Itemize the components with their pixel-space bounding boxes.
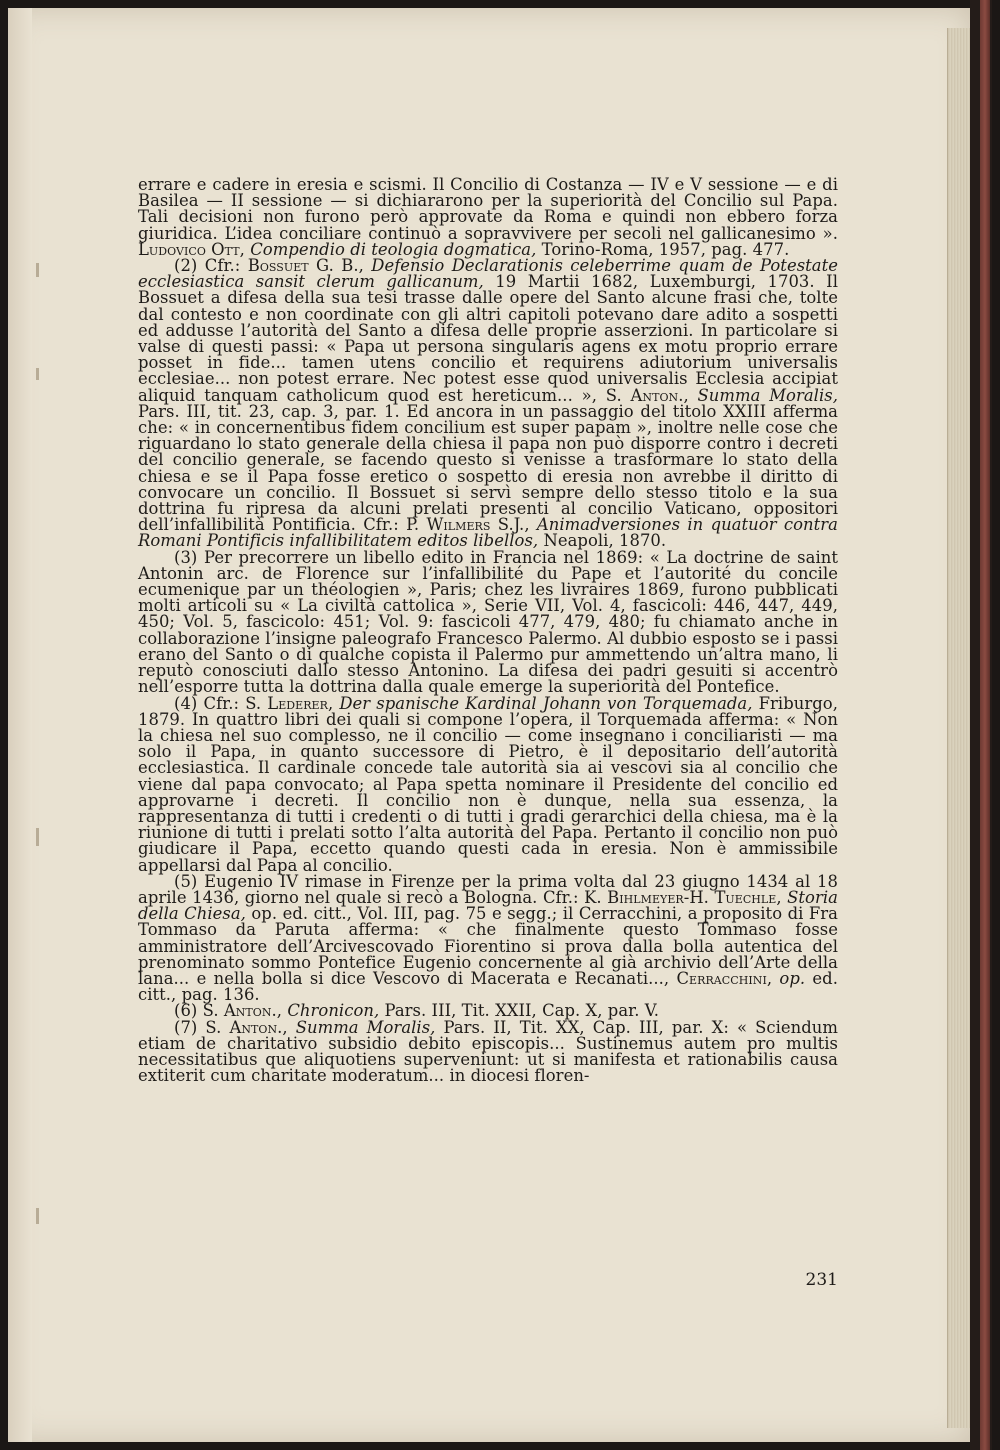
footnote-text-run: errare e cadere in eresia e scismi. Il Concilio di Costanza — IV e V sessione — e di Basilea — II sessione — si dichiararono per la superiorità del Concilio sul Papa. Tali decisioni non furono però approvate da Roma e quindi non ebbero forza giuridica. L’idea conciliare continuò a sopravvivere per secoli nel gallicanesimo ».: [138, 175, 838, 243]
margin-mark: [36, 828, 39, 846]
footnote-text-run: ,: [766, 968, 780, 988]
work-title: Animadversiones in quatuor contra Romani Pontificis infallibilitatem editos libellos,: [138, 515, 838, 551]
book-cover-edge: [970, 0, 992, 1450]
work-title: Chronicon,: [287, 1001, 380, 1021]
footnote-text-run: ,: [327, 693, 340, 713]
author-name: K. Bihlmeyer-H. Tuechle: [584, 887, 777, 907]
author-name: Anton.: [223, 1001, 277, 1021]
footnote-7: [138, 1017, 839, 1086]
binding-gutter: [8, 8, 32, 1442]
footnote-text-run: (6) S.: [174, 1001, 224, 1021]
work-title: Der spanische Kardinal Johann von Torquemada,: [339, 693, 753, 713]
footnote-text-run: (7) S.: [174, 1017, 230, 1037]
footnote-text-run: Friburgo, 1879. In quattro libri dei quali si compone l’opera, il Torquemada afferma: « Non la chiesa nel suo complesso, ne il concilio — come insegnano i conciliaristi — ma solo il Papa, in quanto successore di Pietro, è il depositario dell’autorità ecclesiastica. Il cardinale concede tale autorità sia ai vescovi sia al concilio che viene dal papa convocato; al Papa spetta nominare il Presidente del concilio ed approvarne i decreti. Il concilio non è dunque, nella sua essenza, la rappresentanza di tutti i credenti o di tutti i gradi gerarchici della chiesa, ma è la riunione di tutti i prelati sotto l’alta autorità del Papa. Pertanto il concilio non può giudicare il Papa, eccetto quando questi cada in eresia. Non è ammissibile appellarsi dal Papa al concilio.: [138, 693, 838, 875]
footnote-text-run: op. ed. citt., Vol. III, pag. 75 e segg.; il Cerracchini, a proposito di Fra Tommaso da Paruta afferma: « che finalmente questo Tommaso fosse amministratore dell’Arcivescovado Fiorentino si prova dalla bolla autentica del prenominato sommo Pontefice Eugenio concernente al già archivio dell’Arte della lana... e nella bolla si dice Vescovo di Macerata e Recanati...,: [138, 904, 838, 988]
footnote-text-run: ,: [776, 887, 788, 907]
author-name: Cerracchini: [676, 968, 767, 988]
work-title: op.: [779, 968, 806, 988]
footnote-text-run: ,: [282, 1017, 296, 1037]
author-name: Bossuet: [247, 256, 309, 276]
footnote-continuation: [138, 177, 838, 258]
footnote-text-run: G. B.,: [308, 256, 372, 276]
work-title: Summa Moralis,: [697, 385, 838, 405]
footnote-text-run: Torino-Roma, 1957, pag. 477.: [536, 239, 790, 259]
footnote-text-run: Pars. III, tit. 23, cap. 3, par. 1. Ed ancora in un passaggio del titolo XXIII afferma che: « in concernentibus fidem concilium est super papam », inoltre nelle cose che riguardano lo stato generale della chiesa il papa non può disporre contro i decreti del concilio generale, se facendo questo si venisse a trasformare lo stato della chiesa e se il Papa fosse eretico o sospetto di eresia non avrebbe il diritto di convocare un concilio. Il Bossuet si servì sempre dello stesso titolo e la sua dottrina fu ripresa da alcuni prelati presenti al concilio Vaticano, oppositori dell’infallibilità Pontificia. Cfr.: P.: [138, 401, 838, 535]
work-title: Compendio di teologia dogmatica,: [250, 239, 537, 259]
author-name: Ludovico Ott: [138, 239, 240, 259]
footnote-text-run: (4) Cfr.: S.: [174, 693, 268, 713]
footnote-text-run: Pars. II, Tit. XX, Cap. III, par. X: « Sciendum etiam de charitativo subsidio debito episcopis... Sustinemus autem pro multis necessitatibus que aliquotiens superveniunt: ut si manifesta et rationabilis causa extiterit cum charitate moderatum... in diocesi floren-: [138, 1017, 839, 1086]
footnote-5: [138, 871, 838, 1005]
work-title: Summa Moralis,: [295, 1017, 436, 1037]
margin-mark: [36, 263, 39, 277]
footnote-text-run: ,: [683, 385, 698, 405]
footnote-4: [138, 693, 838, 875]
footnote-text-run: 19 Martii 1682, Luxemburgi, 1703. Il Bossuet a difesa della sua tesi trasse dalle opere del Santo alcune frasi che, tolte dal contesto e non coordinate con gli altri capitoli potevano dare adito a sospetti ed addusse l’autorità del Santo a difesa delle proprie asserzioni. In particolare si valse di questi passi: « Papa ut persona singularis agens ex motu proprio errare posset in fide... tamen utens concilio et requirens adiutorium universalis ecclesiae... non potest errare. Nec potest esse quod universalis Ecclesia accipiat aliquid tanquam catholicum quod est hereticum... », S.: [138, 272, 838, 405]
author-name: Anton.: [630, 385, 684, 405]
work-title: Storia della Chiesa,: [138, 887, 838, 924]
author-name: Anton.: [229, 1017, 283, 1037]
work-title: Defensio Declarationis celeberrime quam de Potestate ecclesiastica sansit clerum gallicanum,: [138, 256, 839, 292]
footnote-text-run: ,: [239, 239, 251, 259]
margin-mark: [36, 1208, 39, 1224]
footnote-text-run: (5) Eugenio IV rimase in Firenze per la prima volta dal 23 giugno 1434 al 18 aprile 1436, giorno nel quale si recò a Bologna. Cfr.:: [138, 871, 838, 907]
footnote-text-run: (3) Per precorrere un libello edito in Francia nel 1869: « La doctrine de saint Antonin arc. de Florence sur l’infallibilité du Pape et l’autorité du concile ecumenique par un théologien », Paris; chez les livraires 1869, furono pubblicati molti articoli su « La civiltà cattolica », Serie VII, Vol. 4, fascicoli: 446, 447, 449, 450; Vol. 5, fascicolo: 451; Vol. 9: fascicoli 477, 479, 480; fu chiamato anche in collaborazione l’insigne paleografo Francesco Palermo. Al dubbio esposto se i passi erano del Santo o di qualche copista il Palermo pur ammettendo un’altra mano, li reputò conosciuti dallo stesso Antonino. La difesa dei padri gesuiti si accentrò nell’esporre tutta la dottrina dalla quale emerge la superiorità del Pontefice.: [138, 547, 838, 697]
margin-mark: [36, 368, 39, 380]
footnote-2: [138, 258, 838, 550]
author-name: Lederer: [267, 693, 328, 713]
footnote-text-run: Pars. III, Tit. XXII, Cap. X, par. V.: [379, 1001, 660, 1021]
footnote-3: [138, 547, 838, 697]
footnote-text-run: S.J.,: [490, 515, 537, 535]
cover-spine-strip: [980, 0, 990, 1450]
page-number: 231: [805, 1270, 838, 1290]
footnote-text-run: (2) Cfr.:: [174, 256, 248, 276]
footnotes-text: [138, 177, 838, 1084]
footnote-text-run: ,: [276, 1001, 288, 1021]
page-fore-edge: [947, 28, 970, 1428]
footnote-text-run: ed. citt., pag. 136.: [138, 968, 838, 1005]
footnote-text-run: Neapoli, 1870.: [538, 531, 667, 551]
author-name: Wilmers: [426, 515, 491, 535]
